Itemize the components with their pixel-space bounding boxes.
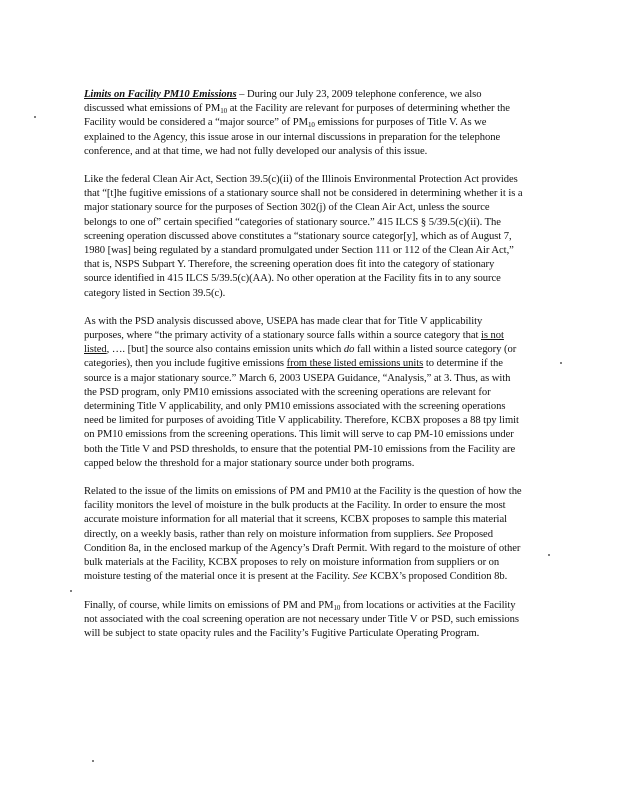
scan-speck — [70, 590, 72, 592]
scan-speck — [34, 116, 36, 118]
scan-speck — [548, 554, 550, 556]
paragraph-fugitive-program: Finally, of course, while limits on emissions of PM and $PM_{10}$ from locations or activities at the Facility not associated with the coal screening operation are not necessary under Title V or PSD, such emissions will be subject to state opacity rules and the Facility’s Fugitive Particulate Operating Program. — [84, 599, 519, 639]
document-body — [84, 88, 524, 655]
scan-speck — [560, 362, 562, 364]
scan-speck — [92, 760, 94, 762]
paragraph-clean-air-act: Like the federal Clean Air Act, Section 39.5(c)(ii) of the Illinois Environmental Protection Act provides that “[t]he fugitive emissions of a stationary source shall not be considered in determining whether it is a major stationary source for the purposes of Section 302(j) of the Clean Air Act, unless the source belongs to one of” certain specified “categories of stationary source.” 415 ILCS § 5/39.5(c)(ii). The screening operation discussed above constitutes a “stationary source categor[y], which as of August 7, 1980 [was] being regulated by a standard promulgated under Section 111 or 112 of the Clean Air Act,” that is, NSPS Subpart Y. Therefore, the screening operation does fit into the category of stationary source identified in 415 ILCS 5/39.5(c)(AA). No other operation at the Facility fits in to any source category listed in Section 39.5(c). — [84, 174, 523, 299]
section-heading: Limits on Facility PM10 Emissions — [84, 89, 237, 100]
paragraph-moisture-monitoring: Related to the issue of the limits on emissions of PM and PM10 at the Facility is the question of how the facility monitors the level of moisture in the bulk products at the Facility. In order to ensure the most accurate moisture information for all material that it screens, KCBX proposes to sample this material directly, on a weekly basis, rather than rely on moisture information from suppliers. See Proposed Condition 8a, in the enclosed markup of the Agency’s Draft Permit. With regard to the moisture of other bulk materials at the Facility, KCBX proposes to rely on moisture information from suppliers or on moisture testing of the material once it is present at the Facility. See KCBX’s proposed Condition 8b. — [84, 486, 522, 583]
paragraph-pm10-limits: Limits on Facility PM10 Emissions – During our July 23, 2009 telephone conference, we also discussed what emissions of $PM_{10}$ at the Facility are relevant for purposes of determining whether the Facility would be considered a “major source” of $PM_{10}$ emissions for purposes of Title V. As we explained to the Agency, this issue arose in our internal discussions in preparation for the telephone conference, and at that time, we had not fully developed our analysis of this issue. — [84, 89, 510, 157]
paragraph-usepa-guidance: As with the PSD analysis discussed above, USEPA has made clear that for Title V applicability purposes, where “the primary activity of a stationary source falls within a source category that is not listed, …. [but] the source also contains emission units which do fall within a listed source category (or categories), then you include fugitive emissions from these listed emissions units to determine if the source is a major stationary source.” March 6, 2003 USEPA Guidance, “Analysis,” at 3. Thus, as with the PSD program, only PM10 emissions associated with the screening operations are relevant for determining Title V applicability, and only PM10 emissions associated with the screening operations need be limited for purposes of avoiding Title V applicability. Therefore, KCBX proposes a 88 tpy limit on PM10 emissions from the screening operations. This limit will serve to cap PM-10 emissions under both the Title V and PSD thresholds, to ensure that the potential PM-10 emissions from the Facility are capped below the threshold for a major stationary source under both programs. — [84, 315, 519, 469]
